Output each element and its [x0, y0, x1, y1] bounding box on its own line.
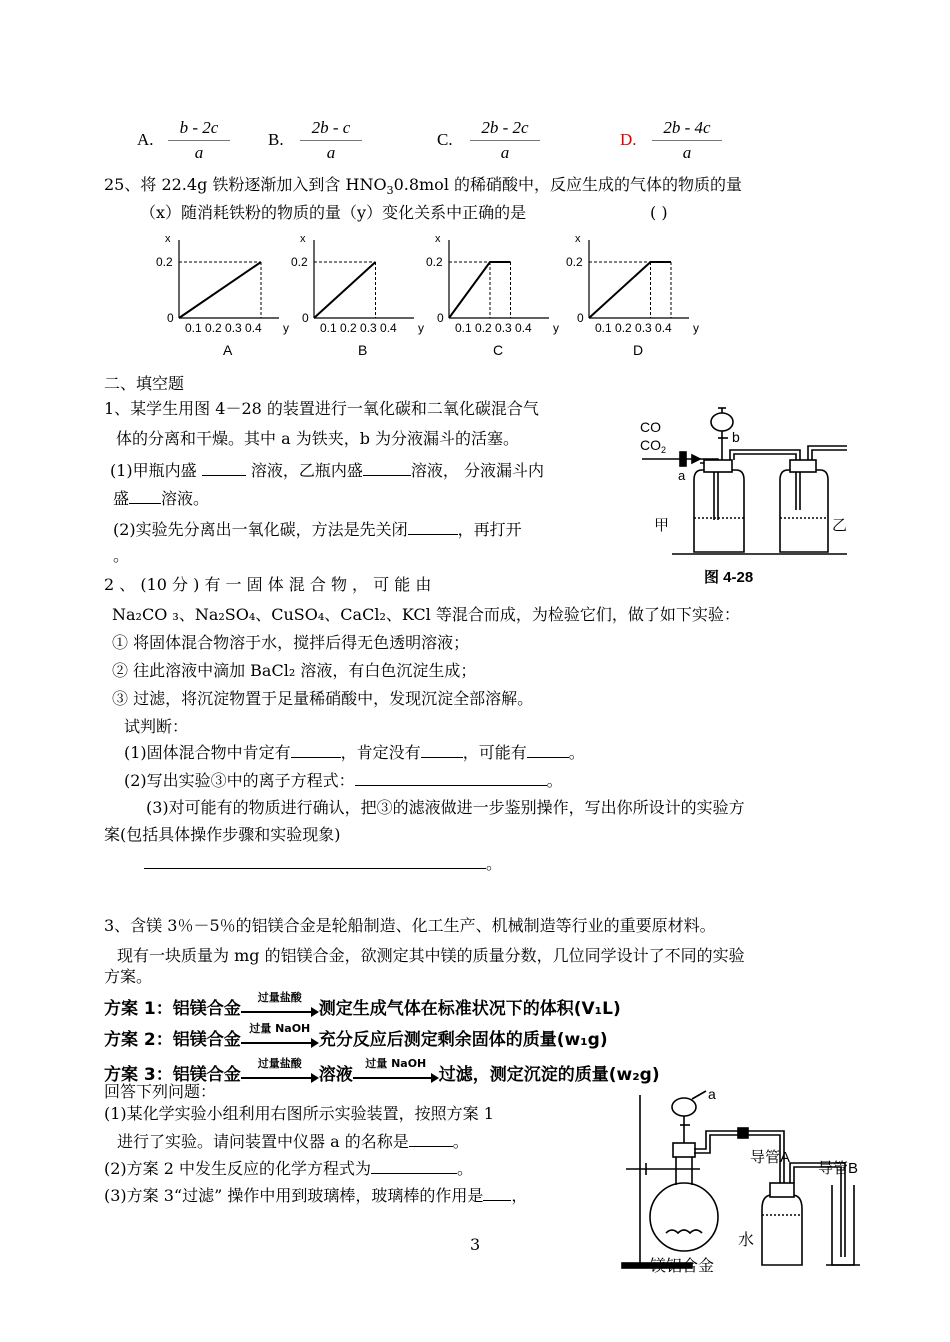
- fig-jia-label: 甲: [654, 517, 670, 534]
- q1-line5: [113, 518, 522, 541]
- q1-text: 溶液，乙瓶内盛: [250, 461, 363, 480]
- q2-blank-definite[interactable]: [291, 741, 341, 758]
- q1-blank-jia[interactable]: [202, 459, 246, 476]
- q3-text: 进行了实验。请问装置中仪器 a 的名称是: [117, 1132, 409, 1151]
- q2-step1: ① 将固体混合物溶于水，搅拌后得无色透明溶液；: [112, 633, 470, 652]
- plan-lead: 方案 1：铝镁合金: [104, 999, 241, 1019]
- plan-lead: 方案 2：铝镁合金: [104, 1030, 241, 1050]
- x-axis-name: y: [693, 321, 699, 335]
- q3-blank-glass-rod[interactable]: [483, 1184, 511, 1201]
- q24-option-a-label: A.: [137, 130, 154, 149]
- x-axis-name: y: [418, 321, 424, 335]
- q2-text: 。: [568, 743, 585, 762]
- q1-text: (2)实验先分离出一氧化碳，方法是先关闭: [113, 520, 408, 539]
- q3-text: (2)方案 2 中发生反应的化学方程式为: [104, 1159, 372, 1178]
- fig-a-label: a: [678, 468, 686, 483]
- q1-text: ，再打开: [457, 520, 522, 539]
- reaction-arrow: [241, 1022, 319, 1050]
- q25-graph-label: A: [223, 342, 233, 358]
- q24-option-b-label: B.: [268, 130, 284, 149]
- q2-step3: ③ 过滤，将沉淀物置于足量稀硝酸中，发现沉淀全部溶解。: [112, 689, 534, 708]
- q3-line1: 3、含镁 3％－5％的铝镁合金是轮船制造、化工生产、机械制造等行业的重要原材料。: [104, 916, 716, 935]
- q3-text: ，: [511, 1186, 528, 1205]
- x-axis-name: y: [553, 321, 559, 335]
- apparatus-figure-4-28: [632, 400, 862, 590]
- y-axis-name: x: [435, 233, 441, 245]
- fig-water-label: 水: [738, 1232, 755, 1249]
- numerator: 2b - 2c: [481, 118, 529, 137]
- q3-blank-equation[interactable]: [371, 1157, 457, 1174]
- fig-alloy-label: 镁铝合金: [650, 1258, 715, 1275]
- x-axis-name: y: [283, 321, 289, 335]
- y-tick-label: 0.2: [291, 255, 308, 269]
- q2-part3-line2: 案(包括具体操作步骤和实验现象): [104, 825, 341, 844]
- fig-a-label: a: [708, 1086, 716, 1102]
- q24-option-b-fraction: [300, 118, 362, 163]
- numerator: b - 2c: [179, 118, 219, 137]
- q25-graph-d: [565, 230, 705, 360]
- denominator: a: [326, 143, 336, 162]
- q1-blank-close[interactable]: [408, 518, 458, 535]
- q2-blank-absent[interactable]: [421, 741, 463, 758]
- q3-question2: [104, 1157, 473, 1180]
- q3-text: (3)方案 3“过滤” 操作中用到玻璃棒，玻璃棒的作用是: [104, 1186, 484, 1205]
- q3-plan2: [104, 1022, 608, 1050]
- page-number: 3: [470, 1235, 481, 1254]
- q25-line2: （x）随消耗铁粉的物质的量（y）变化关系中正确的是: [140, 203, 527, 222]
- q3-apparatus-figure: [610, 1085, 880, 1275]
- q1-line1: 1、某学生用图 4－28 的装置进行一氧化碳和二氧化碳混合气: [104, 399, 539, 418]
- origin-label: 0: [577, 311, 584, 325]
- fig-co-label: CO: [640, 419, 661, 435]
- q25-graph-label: C: [493, 342, 504, 358]
- q1-line6: 。: [113, 546, 130, 565]
- x-tick-labels: 0.1 0.2 0.3 0.4: [320, 321, 397, 335]
- q3-line3: 方案。: [104, 967, 153, 986]
- q1-text: 溶液。: [161, 489, 210, 508]
- y-tick-label: 0.2: [566, 255, 583, 269]
- q2-text: (2)写出实验③中的离子方程式：: [124, 771, 355, 790]
- y-axis-name: x: [575, 233, 581, 245]
- reaction-arrow: [353, 1057, 439, 1085]
- denominator: a: [194, 143, 204, 162]
- q1-text: 溶液， 分液漏斗内: [410, 461, 544, 480]
- q2-text: 。: [546, 771, 563, 790]
- q2-part3-line1: (3)对可能有的物质进行确认，把③的滤液做进一步鉴别操作，写出你所设计的实验方: [146, 798, 745, 817]
- numerator: 2b - c: [311, 118, 351, 137]
- q2-text: ，可能有: [462, 743, 527, 762]
- arrow-label: 过量盐酸: [257, 1057, 302, 1070]
- q3-blank-instrument[interactable]: [409, 1130, 453, 1147]
- data-line: [179, 262, 261, 318]
- y-axis-name: x: [165, 233, 171, 245]
- q2-step2: ② 往此溶液中滴加 BaCl₂ 溶液，有白色沉淀生成；: [112, 661, 477, 680]
- q2-part3-answer: [144, 852, 502, 875]
- fig-co2-sub: 2: [661, 445, 667, 455]
- q1-blank-funnel[interactable]: [129, 487, 161, 504]
- fig-tube-b-label: 导管B: [818, 1160, 859, 1177]
- data-line: [314, 262, 376, 318]
- q3-answer-heading: 回答下列问题：: [104, 1082, 217, 1101]
- y-tick-label: 0.2: [156, 255, 173, 269]
- origin-label: 0: [302, 311, 309, 325]
- q25-line1-text: 25、将 22.4g 铁粉逐渐加入到含 HNO: [104, 175, 387, 194]
- origin-label: 0: [167, 311, 174, 325]
- q25-graph-a: [155, 230, 295, 360]
- q24-option-c-fraction: [470, 118, 540, 163]
- q2-blank-equation[interactable]: [355, 769, 547, 786]
- q3-text: 。: [457, 1159, 474, 1178]
- denominator: a: [682, 143, 692, 162]
- plan-tail: 过滤，测定沉淀的质量(w₂g): [438, 1065, 660, 1085]
- y-tick-label: 0.2: [426, 255, 443, 269]
- q1-line2: 体的分离和干燥。其中 a 为铁夹，b 为分液漏斗的活塞。: [116, 429, 520, 448]
- q2-text: ，肯定没有: [340, 743, 421, 762]
- fig-caption: 图 4-28: [704, 569, 754, 586]
- x-tick-labels: 0.1 0.2 0.3 0.4: [595, 321, 672, 335]
- q25-graph-c: [425, 230, 565, 360]
- plan-tail: 测定生成气体在标准状况下的体积(V₁L): [318, 999, 621, 1019]
- fig-yi-label: 乙: [832, 517, 848, 534]
- q2-part1: [124, 741, 585, 764]
- q1-text: 盛: [113, 489, 130, 508]
- fig-b-label: b: [732, 429, 740, 445]
- q3-text: 。: [452, 1132, 469, 1151]
- q2-line2: Na₂CO ₃、Na₂SO₄、CuSO₄、CaCl₂、KCl 等混合而成，为检验它们，做了如下实验：: [112, 605, 740, 624]
- fig-tube-a-label: 导管A: [750, 1149, 791, 1166]
- arrow-label: 过量 NaOH: [249, 1022, 311, 1035]
- q25-graph-label: D: [633, 342, 644, 358]
- q3-plan1: [104, 991, 621, 1019]
- q1-blank-yi[interactable]: [363, 459, 411, 476]
- y-axis-name: x: [300, 233, 306, 245]
- denominator: a: [500, 143, 510, 162]
- section2-title: 二、填空题: [104, 374, 185, 393]
- q1-line3: [110, 459, 544, 482]
- q1-text: (1)甲瓶内盛: [110, 461, 197, 480]
- q24-option-a-fraction: [168, 118, 230, 163]
- q2-part2: [124, 769, 563, 792]
- q1-line4: [113, 487, 209, 510]
- q2-text: 。: [486, 854, 503, 873]
- q24-option-c-label: C.: [437, 130, 453, 149]
- plan-mid: 溶液: [318, 1065, 353, 1085]
- data-line: [589, 262, 671, 318]
- fig-co2-text: CO: [640, 437, 661, 453]
- q25-answer-paren: ( ): [650, 203, 668, 222]
- q2-blank-design[interactable]: [144, 852, 486, 869]
- plan-tail: 充分反应后测定剩余固体的质量(w₁g): [318, 1030, 608, 1050]
- q25-line1-tail: 0.8mol 的稀硝酸中，反应生成的气体的物质的量: [393, 175, 743, 194]
- q25-graph-label: B: [358, 342, 368, 358]
- fig-co2-label: [640, 437, 666, 455]
- q3-question1-line1: (1)某化学实验小组利用右图所示实验装置，按照方案 1: [104, 1104, 494, 1123]
- q25-sub: 3: [386, 184, 394, 198]
- x-tick-labels: 0.1 0.2 0.3 0.4: [185, 321, 262, 335]
- q3-question3: [104, 1184, 527, 1207]
- arrow-label: 过量 NaOH: [365, 1057, 427, 1070]
- q24-option-d-label: D.: [620, 130, 637, 149]
- reaction-arrow: [241, 991, 319, 1019]
- q24-option-d-fraction: [652, 118, 722, 163]
- x-tick-labels: 0.1 0.2 0.3 0.4: [455, 321, 532, 335]
- q3-line2: 现有一块质量为 mg 的铝镁合金，欲测定其中镁的质量分数，几位同学设计了不同的实验: [117, 946, 745, 965]
- plan-lead: 方案 3：铝镁合金: [104, 1065, 241, 1085]
- q2-judge: 试判断：: [124, 717, 189, 736]
- reaction-arrow: [241, 1057, 319, 1085]
- arrow-label: 过量盐酸: [257, 991, 302, 1004]
- q2-line1: 2 、 (10 分 ) 有 一 固 体 混 合 物 ， 可 能 由: [104, 575, 432, 594]
- q25-graph-b: [290, 230, 430, 360]
- origin-label: 0: [437, 311, 444, 325]
- q2-blank-possible[interactable]: [527, 741, 569, 758]
- q3-question1-line2: [117, 1130, 469, 1153]
- data-line: [449, 262, 511, 318]
- q2-text: (1)固体混合物中肯定有: [124, 743, 291, 762]
- q25-line1: [104, 174, 742, 202]
- numerator: 2b - 4c: [663, 118, 711, 137]
